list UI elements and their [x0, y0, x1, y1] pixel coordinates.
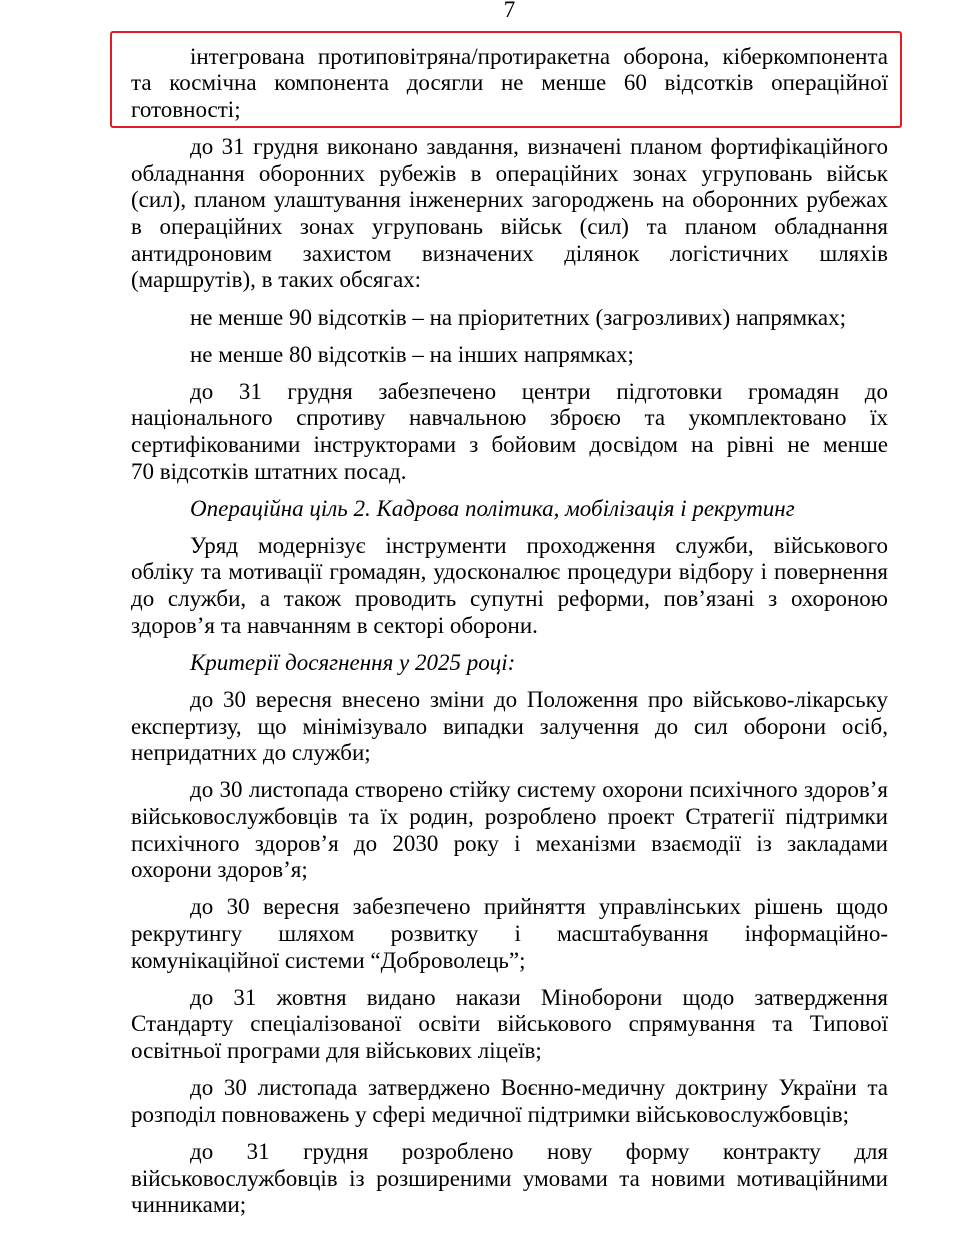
text-line: до 31 грудня розроблено нову форму контракту для	[190, 1138, 888, 1164]
paragraph	[131, 687, 888, 767]
criteria-heading	[131, 650, 888, 677]
text-line: національного спротиву навчальною зброєю та укомплектовано їх	[131, 405, 888, 431]
text-line: Уряд модернізує інструменти проходження служби, військового	[190, 532, 888, 558]
text-line: Стандарту спеціалізованої освіти військового спрямування та Типової	[131, 1011, 888, 1037]
text-line: до 30 листопада створено стійку систему охорони психічного здоров’я	[190, 777, 888, 803]
text-line: обладнання оборонних рубежів в операційних зонах угруповань військ	[131, 160, 888, 186]
text-line: до 31 грудня виконано завдання, визначені планом фортифікаційного	[190, 134, 888, 160]
text-line: чинниками;	[131, 1192, 247, 1218]
operational-goal-heading	[131, 496, 888, 523]
paragraph	[131, 777, 888, 884]
text-line: готовності;	[131, 97, 241, 123]
highlighted-paragraph	[131, 44, 888, 124]
paragraph	[131, 533, 888, 640]
text-line: непридатних до служби;	[131, 740, 371, 766]
text-line: здоров’я та навчанням в секторі оборони.	[131, 612, 538, 638]
text-line: (сил), планом улаштування інженерних загороджень на оборонних рубежах	[131, 187, 888, 213]
text-line: не менше 90 відсотків – на пріоритетних (загрозливих) напрямках;	[190, 304, 846, 330]
paragraph	[131, 1075, 888, 1128]
text-line: до 30 листопада затверджено Воєнно-медичну доктрину України та	[190, 1075, 888, 1101]
text-line: психічного здоров’я до 2030 року і механізми взаємодії із закладами	[131, 830, 888, 856]
text-line: експертизу, що мінімізувало випадки залучення до сил оборони осіб,	[131, 713, 888, 739]
paragraph	[131, 305, 888, 332]
paragraph	[131, 342, 888, 369]
text-line: розподіл повноважень у сфері медичної підтримки військовослужбовців;	[131, 1101, 849, 1127]
text-line: антидроновим захистом визначених ділянок логістичних шляхів	[131, 240, 888, 266]
paragraph	[131, 985, 888, 1065]
text-line: комунікаційної системи “Доброволець”;	[131, 947, 526, 973]
paragraph	[131, 379, 888, 486]
text-line: 70 відсотків штатних посад.	[131, 458, 407, 484]
text-line: не менше 80 відсотків – на інших напрямках;	[190, 341, 634, 367]
paragraph	[131, 1139, 888, 1219]
heading-text: Критерії досягнення у 2025 році:	[190, 649, 516, 675]
text-line: військовослужбовців та їх родин, розроблено проект Стратегії підтримки	[131, 803, 888, 829]
text-line: в операційних зонах угруповань військ (сил) та планом обладнання	[131, 214, 888, 240]
page-number: 7	[503, 0, 516, 22]
text-line: (маршрутів), в таких обсягах:	[131, 267, 422, 293]
text-line: до 31 жовтня видано накази Міноборони щодо затвердження	[190, 984, 888, 1010]
text-line: сертифікованими інструкторами з бойовим досвідом на рівні не менше	[131, 431, 888, 457]
text-line: освітньої програми для військових ліцеїв;	[131, 1038, 542, 1064]
paragraph	[131, 134, 888, 294]
paragraph	[131, 894, 888, 974]
text-line: військовослужбовців із розширеними умовами та новими мотиваційними	[131, 1165, 888, 1191]
document-body	[131, 44, 888, 1219]
text-line: охорони здоров’я;	[131, 857, 308, 883]
text-line: та космічна компонента досягли не менше 60 відсотків операційної	[131, 70, 888, 96]
heading-text: Операційна ціль 2. Кадрова політика, мобілізація і рекрутинг	[190, 495, 795, 521]
text-line: до 30 вересня внесено зміни до Положення про військово-лікарську	[190, 686, 888, 712]
text-line: обліку та мотивації громадян, удосконалює процедури відбору і повернення	[131, 559, 888, 585]
text-line: до 30 вересня забезпечено прийняття управлінських рішень щодо	[190, 894, 888, 920]
text-line: інтегрована протиповітряна/протиракетна оборона, кіберкомпонента	[190, 43, 888, 69]
text-line: до 31 грудня забезпечено центри підготовки громадян до	[190, 378, 888, 404]
text-line: рекрутингу шляхом розвитку і масштабування інформаційно-	[131, 921, 888, 947]
text-line: до служби, а також проводить супутні реформи, пов’язані з охороною	[131, 586, 888, 612]
